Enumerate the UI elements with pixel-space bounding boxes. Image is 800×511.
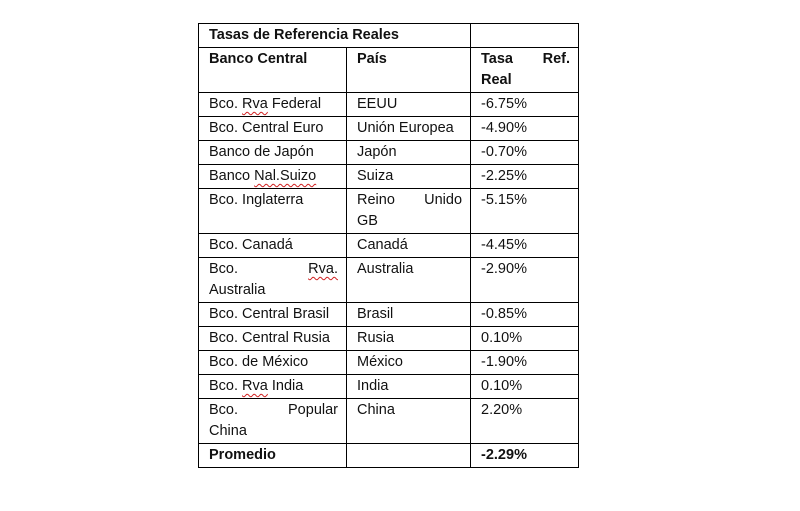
- bank-word-1: Bco.: [209, 402, 239, 418]
- table-row: [199, 93, 579, 117]
- country-line1: [357, 190, 462, 211]
- spellcheck-word: Rva.: [308, 261, 338, 277]
- header-rate: [471, 48, 579, 93]
- country-cell: Suiza: [347, 165, 471, 189]
- table-row: [199, 117, 579, 141]
- bank-cell: Bco. Central Brasil: [199, 303, 347, 327]
- table-row: [199, 327, 579, 351]
- rate-cell: 2.20%: [471, 399, 579, 444]
- bank-name-part: Bco.: [209, 96, 243, 112]
- table-title: Tasas de Referencia Reales: [199, 24, 471, 48]
- rate-cell: -4.45%: [471, 234, 579, 258]
- country-cell: Australia: [347, 258, 471, 303]
- table-row: [199, 258, 579, 303]
- empty-cell: [347, 444, 471, 468]
- header-country: País: [347, 48, 471, 93]
- bank-cell: [199, 93, 347, 117]
- country-cell: Canadá: [347, 234, 471, 258]
- rate-cell: -2.25%: [471, 165, 579, 189]
- bank-name-part: Bco.: [209, 378, 243, 394]
- country-cell: Unión Europea: [347, 117, 471, 141]
- bank-line2: China: [209, 423, 247, 439]
- bank-cell: Bco. Canadá: [199, 234, 347, 258]
- rate-cell: -1.90%: [471, 351, 579, 375]
- country-cell: India: [347, 375, 471, 399]
- bank-line2: Australia: [209, 282, 266, 298]
- average-value: -2.29%: [471, 444, 579, 468]
- table-row: [199, 189, 579, 234]
- country-cell: Rusia: [347, 327, 471, 351]
- header-rate-line2: Real: [481, 72, 512, 88]
- average-row: [199, 444, 579, 468]
- table-header-row: [199, 48, 579, 93]
- bank-cell: [199, 258, 347, 303]
- country-cell: [347, 189, 471, 234]
- header-rate-line1: [481, 49, 570, 70]
- bank-name-part: Federal: [267, 96, 322, 112]
- rate-cell: -0.70%: [471, 141, 579, 165]
- table-row: [199, 375, 579, 399]
- bank-line1: [209, 400, 338, 421]
- bank-cell: [199, 375, 347, 399]
- rate-cell: -0.85%: [471, 303, 579, 327]
- country-word-2: Unido: [424, 192, 463, 208]
- rate-cell: -5.15%: [471, 189, 579, 234]
- rate-cell: -6.75%: [471, 93, 579, 117]
- country-cell: México: [347, 351, 471, 375]
- rate-cell: 0.10%: [471, 327, 579, 351]
- header-rate-word-1: Tasa: [481, 51, 513, 67]
- reference-rates-table: [198, 23, 579, 468]
- table-row: [199, 303, 579, 327]
- country-cell: Brasil: [347, 303, 471, 327]
- bank-cell: Bco. Inglaterra: [199, 189, 347, 234]
- country-cell: Japón: [347, 141, 471, 165]
- bank-cell: [199, 399, 347, 444]
- table-row: [199, 351, 579, 375]
- rate-cell: -4.90%: [471, 117, 579, 141]
- bank-cell: Bco. Central Euro: [199, 117, 347, 141]
- country-word-1: Reino: [357, 192, 395, 208]
- rate-cell: 0.10%: [471, 375, 579, 399]
- bank-word-1: Bco.: [209, 261, 239, 277]
- country-cell: EEUU: [347, 93, 471, 117]
- table-row: [199, 234, 579, 258]
- table-row: [199, 165, 579, 189]
- table-title-row: [199, 24, 579, 48]
- bank-name-part: Banco: [209, 168, 255, 184]
- empty-cell: [471, 24, 579, 48]
- table-row: [199, 141, 579, 165]
- bank-cell: [199, 165, 347, 189]
- country-line2: GB: [357, 213, 378, 229]
- average-label: Promedio: [199, 444, 347, 468]
- bank-cell: Banco de Japón: [199, 141, 347, 165]
- country-cell: China: [347, 399, 471, 444]
- bank-line1: [209, 259, 338, 280]
- bank-word-2: Popular: [288, 402, 338, 418]
- header-rate-word-2: Ref.: [542, 51, 571, 67]
- spellcheck-word: Nal.Suizo: [254, 168, 317, 184]
- bank-cell: Bco. Central Rusia: [199, 327, 347, 351]
- bank-name-part: India: [267, 378, 304, 394]
- header-bank: Banco Central: [199, 48, 347, 93]
- rate-cell: -2.90%: [471, 258, 579, 303]
- spellcheck-word: Rva: [242, 378, 268, 394]
- table-row: [199, 399, 579, 444]
- bank-cell: Bco. de México: [199, 351, 347, 375]
- spellcheck-word: Rva: [242, 96, 268, 112]
